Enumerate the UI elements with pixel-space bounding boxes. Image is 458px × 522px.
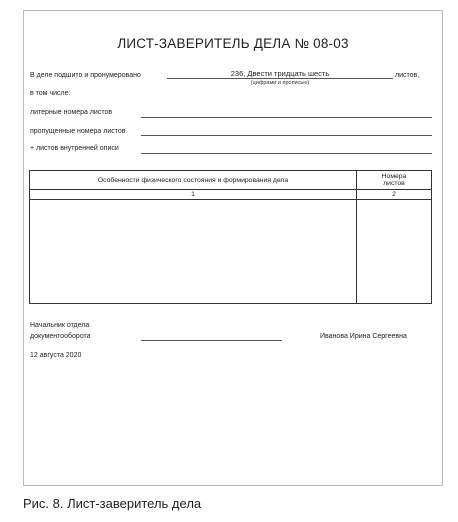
- inner-inventory-label: + листов внутренней описи: [30, 145, 119, 152]
- signer-name: Иванова Ирина Сергеевна: [320, 333, 407, 340]
- letter-numbers-label: литерные номера листов: [30, 109, 113, 116]
- position-line2: документооборота: [30, 333, 91, 340]
- sheet-numbers-header-line2: листов: [383, 180, 405, 187]
- inner-inventory-line: [141, 153, 432, 154]
- stitched-value: 236, Двести тридцать шесть: [230, 69, 330, 78]
- skipped-numbers-line: [141, 135, 432, 136]
- skipped-numbers-label: пропущенные номера листов: [30, 128, 126, 135]
- column-number-2: 2: [357, 190, 432, 200]
- column-number-1: 1: [30, 190, 357, 200]
- table-header-features: Особенности физического состояния и формирования дела: [30, 171, 357, 190]
- stitched-hint: (цифрами и прописью): [250, 80, 310, 86]
- page-title: ЛИСТ-ЗАВЕРИТЕЛЬ ДЕЛА № 08-03: [117, 36, 349, 51]
- signature-date: 12 августа 2020: [30, 352, 82, 359]
- sheet-numbers-cell: [357, 200, 432, 304]
- certification-sheet: [23, 10, 443, 486]
- table-header-sheet-numbers: [357, 171, 432, 190]
- signature-line: [141, 340, 282, 341]
- letter-numbers-line: [141, 117, 432, 118]
- including-label: в том числе:: [30, 90, 71, 97]
- condition-table: [29, 170, 432, 304]
- features-cell: [30, 200, 357, 304]
- position-line1: Начальник отдела: [30, 322, 90, 329]
- sheet-numbers-header-line1: Номера: [381, 173, 407, 180]
- figure-caption: Рис. 8. Лист-заверитель дела: [23, 496, 202, 511]
- sheets-suffix: листов,: [395, 72, 420, 79]
- stitched-underline: [167, 78, 393, 79]
- stitched-label: В деле подшито и пронумеровано: [30, 72, 141, 79]
